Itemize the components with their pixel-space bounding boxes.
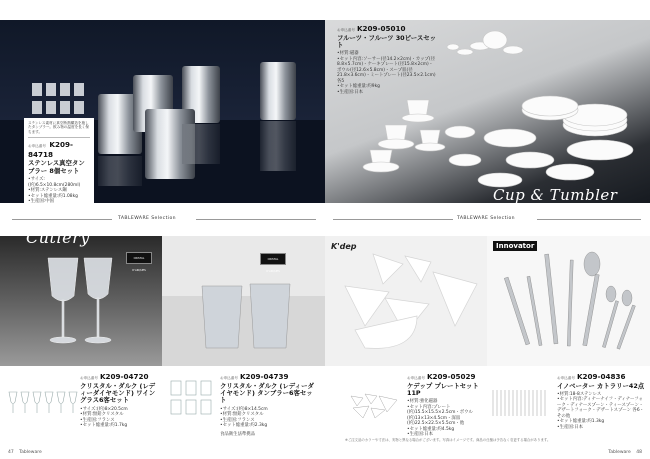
section-strip-right xyxy=(325,211,650,223)
fruits-caption xyxy=(337,24,437,95)
kdep-illustration xyxy=(325,236,487,366)
crystal-tumbler-thumbnail xyxy=(168,378,216,418)
crystal-brand-badge: CRISTAL D'ARQUES xyxy=(260,253,286,265)
innovator-photo xyxy=(487,236,650,366)
inn-spec: •セット内容:ディナーナイフ・ディナーフォーク・ディナースプーン・ティースプーン・デザートフォーク・デザートスプーン 各6・その他 xyxy=(557,397,644,419)
crystal-brand-badge: CRISTAL D'ARQUES xyxy=(126,252,152,264)
page-footer-right xyxy=(608,450,642,455)
kdep-photo xyxy=(325,236,487,366)
page-footer-left xyxy=(8,450,42,455)
kdep-name: ケデップ プレートセット11P xyxy=(407,381,479,397)
footer-note: ※ご注文品のカラーや寸法は、実物と異なる場合がございます。写真はイメージです。商品の仕様は予告なく変更する場合があります。 xyxy=(345,438,551,442)
crystal-photo xyxy=(0,236,325,366)
ct-code: K209-04739 xyxy=(239,372,289,381)
tumbler-code: K209-84718 xyxy=(28,140,73,159)
inn-name: イノベーター カトラリー42点 xyxy=(557,381,645,390)
ct-note: 食品衛生法準拠品 xyxy=(220,431,256,437)
fruits-code: K209-05010 xyxy=(356,24,406,33)
ct-code-label: お申込番号 xyxy=(220,376,238,380)
wine-spec: •生産国:フランス xyxy=(80,417,115,423)
wine-code-label: お申込番号 xyxy=(80,376,98,380)
page-title: Tableware xyxy=(608,450,631,455)
crystal-tumbler-caption xyxy=(220,372,318,437)
kdep-spec: •セット内容:プレート(約)15.5×15.5×2.5cm・ボウル(約)13×13×4.5cm・深皿(約)22.5×22.5×5.5cm・他 xyxy=(407,404,473,427)
ct-spec: •セット総重量:約2.3kg xyxy=(220,423,268,429)
right-page xyxy=(325,0,650,459)
kdep-logo: K'dep xyxy=(331,242,357,251)
inn-spec: •生産国:日本 xyxy=(557,424,584,430)
wine-caption xyxy=(80,372,158,429)
wine-thumbnail xyxy=(6,388,78,416)
page-number: 48 xyxy=(636,450,642,455)
tumbler-spec: •セット総重量:約1.08kg xyxy=(28,193,78,199)
tumbler-code-label: お申込番号 xyxy=(28,144,46,149)
page-number: 47 xyxy=(8,450,14,455)
fruits-spec: •セット内容:ソーサー(径14.2×2cm)・カップ(径8.8×5.7cm)・ケーキプレート(径15.8×2cm)・ボウル(径12.6×5.8cm)・スープ皿(径21.8×3.6cm)・ミートプレート(径23.5×2.1cm)各5 xyxy=(337,56,436,84)
inn-spec: •材質:18-8ステンレス xyxy=(557,391,602,397)
wine-spec: •セット総重量:約1.7kg xyxy=(80,423,128,429)
tumbler-caption xyxy=(24,118,94,208)
inn-spec: •セット総重量:約1.3kg xyxy=(557,419,605,425)
innovator-thumbnail xyxy=(489,386,551,420)
fruits-code-label: お申込番号 xyxy=(337,28,355,32)
section-label: TABLEWARE Selection xyxy=(118,216,176,221)
fruits-spec: •材質:磁器 xyxy=(337,51,359,57)
section-strip-left xyxy=(0,211,325,223)
innovator-logo: Innovator xyxy=(493,241,537,251)
tumbler-spec: •材質:ステンレス鋼 xyxy=(28,188,67,194)
kdep-thumbnail xyxy=(349,390,401,420)
wine-name: クリスタル・ダルク (レディーダイヤモンド) ワイングラス6客セット xyxy=(80,381,156,405)
section-label: TABLEWARE Selection xyxy=(457,216,515,221)
innovator-caption xyxy=(557,372,645,430)
page-title: Tableware xyxy=(19,450,42,455)
fruits-name: フルーツ・フルーツ 30ピースセット xyxy=(337,33,436,49)
cup-tumbler-script-title: Cup & Tumbler xyxy=(493,186,618,204)
inn-code: K209-04836 xyxy=(576,372,626,381)
tumbler-name: ステンレス真空タンブラー 8個セット xyxy=(28,159,85,175)
fruits-spec: •生産国:日本 xyxy=(337,89,364,95)
kdep-code-label: お申込番号 xyxy=(407,376,425,380)
ct-spec: •生産国:フランス xyxy=(220,417,255,423)
ct-spec: •サイズ:(約)8×14.5cm xyxy=(220,406,268,412)
ct-spec: •材質:無鉛クリスタル xyxy=(220,412,264,418)
tumbler-spec: •サイズ:(約)6.5×10.8cm(280ml) xyxy=(28,177,81,188)
innovator-illustration xyxy=(487,236,650,366)
kdep-code: K209-05029 xyxy=(426,372,476,381)
inn-code-label: お申込番号 xyxy=(557,376,575,380)
cutlery-script-title: Cutlery xyxy=(26,228,90,247)
wine-spec: •サイズ:(約)8×20.5cm xyxy=(80,406,128,412)
wine-spec: •材質:無鉛クリスタル xyxy=(80,412,124,418)
ct-name: クリスタル・ダルク (レディーダイヤモンド) タンブラー6客セット xyxy=(220,381,314,405)
wine-code: K209-04720 xyxy=(99,372,149,381)
kdep-caption xyxy=(407,372,485,438)
fruits-spec: •セット総重量:約9kg xyxy=(337,84,380,90)
kdep-spec: •生産国:日本 xyxy=(407,432,434,438)
tumbler-desc: ステンレス素材に真空断熱構造を施したタンブラー。飲み物の温度を長く保ちます。 xyxy=(28,121,89,134)
tumbler-spec: •生産国:中国 xyxy=(28,199,55,205)
kdep-spec: •セット総重量:約4.5kg xyxy=(407,426,455,432)
kdep-spec: •材質:強化磁器 xyxy=(407,399,438,405)
